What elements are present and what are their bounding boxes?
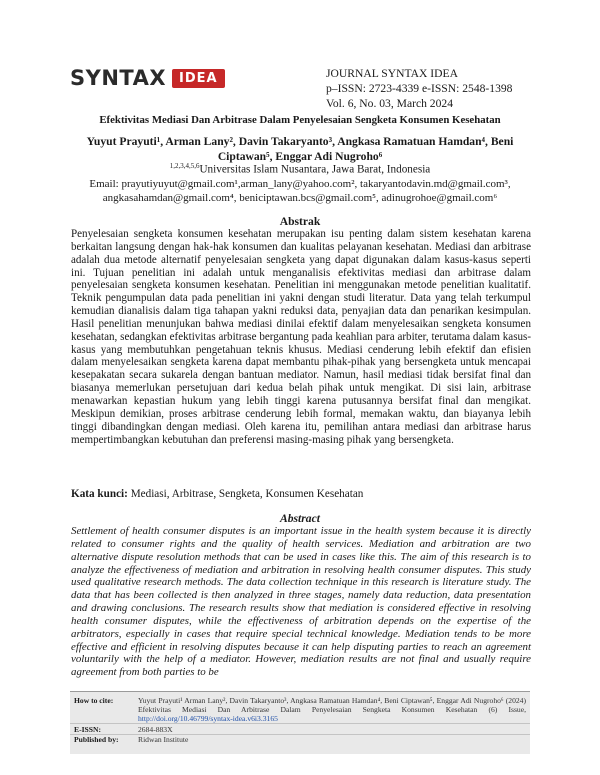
logo-badge: IDEA <box>172 69 225 88</box>
abstrak-body: Penyelesaian sengketa konsumen kesehatan merupakan isu penting dalam sistem kesehatan karena berkaitan langsung dengan hak-hak konsumen dan kualitas pelayanan kesehatan. Mediasi dan arbitrase adalah dua metode alternatif penyelesaian sengketa yang dapat digunakan dalam kasus-kasus seperti ini. Tujuan penelitian ini adalah untuk menganalisis efektivitas mediasi dan arbitrase dalam penyelesaian sengketa konsumen kesehatan. Penelitian ini menggunakan metode penelitian kualitatif. Teknik pengumpulan data pada penelitian ini yakni dengan studi literatur. Data yang telah terkumpul kemudian dianalisis dalam tiga tahapan yakni reduksi data, penyajian data dan penarikan kesimpulan. Hasil penelitian menunjukan bahwa mediasi dinilai efektif dalam menyelesaikan sengketa konsumen kesehatan, sedangkan efektivitas arbitrase bergantung pada keahlian para arbiter, terutama dalam kasus-kasus yang membutuhkan pengetahuan teknis khusus. Mediasi cenderung lebih efektif dan efisien dalam menyelesaikan sengketa karena dapat membantu pihak-pihak yang bersengketa untuk mencapai kesepakatan secara sukarela dengan bantuan mediator. Namun, hasil mediasi tidak bersifat final dan biasanya memerlukan persetujuan dari kedua belah pihak untuk mengikat. Di sisi lain, arbitrase menawarkan kepastian hukum yang lebih tinggi karena putusannya bersifat final dan mengikat. Meskipun demikian, proses arbitrase cenderung lebih formal, memakan waktu, dan biayanya lebih tinggi dibandingkan dengan mediasi. Oleh karena itu, pemilihan antara mediasi dan arbitrase harus mempertimbangkan kebutuhan dan preferensi masing-masing pihak yang bersengketa. <box>71 228 531 446</box>
journal-logo <box>70 66 225 90</box>
affiliation-markers: 1,2,3,4,5,6 <box>169 162 200 170</box>
how-to-cite-label: How to cite: <box>74 696 114 705</box>
how-to-cite-value <box>138 696 526 724</box>
journal-name: JOURNAL SYNTAX IDEA <box>326 67 458 80</box>
doi-link[interactable]: http://doi.org/10.46799/syntax-idea.v6i3.3165 <box>138 714 278 724</box>
abstract-heading: Abstract <box>280 512 320 525</box>
published-label: Published by: <box>74 735 119 744</box>
abstract-body: Settlement of health consumer disputes is an important issue in the health system because it is directly related to consumer rights and the quality of health services. Mediation and arbitration are two alternative dispute resolution methods that can be used in cases like this. The aim of this research is to analyze the effectiveness of mediation and arbitration in resolving health consumer disputes. This study used qualitative research methods. The data collection technique in this research is literature study. The data that has been collected is then analyzed in three stages, namely data reduction, data presentation and drawing conclusions. The research results show that mediation is considered effective in resolving health consumer disputes, while the effectiveness of arbitration depends on the expertise of the arbitrators, especially in cases that require special technical knowledge. Mediation tends to be more effective and efficient in resolving disputes because it can help disputing parties to reach an agreement voluntarily with the help of a mediator. However, mediation results are not final and usually require agreement from both parties to be <box>71 525 531 679</box>
affiliation-text: Universitas Islam Nusantara, Jawa Barat, Indonesia <box>199 163 431 176</box>
eissn-row <box>70 725 530 734</box>
logo-wordmark: SYNTAX <box>70 66 167 90</box>
authors-line-1: Yuyut Prayuti¹, Arman Lany², Davin Takaryanto³, Angkasa Ramatuan Hamdan⁴, Beni <box>86 135 514 148</box>
affiliation <box>60 162 540 176</box>
published-row <box>70 735 530 744</box>
article-title: Efektivitas Mediasi Dan Arbitrase Dalam Penyelesaian Sengketa Konsumen Kesehatan <box>99 114 501 126</box>
eissn-label: E-ISSN: <box>74 725 102 734</box>
publisher-link[interactable]: Ridwan Institute <box>138 735 189 744</box>
keywords-value: Mediasi, Arbitrase, Sengketa, Konsumen Kesehatan <box>130 488 364 500</box>
author-list <box>60 134 540 164</box>
citation-box <box>70 691 530 754</box>
keywords <box>71 488 363 500</box>
citation-text: Yuyut Prayuti¹ Arman Lany², Davin Takaryanto³, Angkasa Ramatuan Hamdan⁴, Beni Ciptawan⁵, Enggar Adi Nugroho⁶ (2024) Efektivitas Mediasi Dan Arbitrase Dalam Penyelesaian Sengketa Konsumen Kesehatan (6) Issue, <box>138 696 526 715</box>
keywords-label: Kata kunci: <box>71 488 128 500</box>
authors-line-2: Ciptawan⁵, Enggar Adi Nugroho⁶ <box>217 150 383 163</box>
journal-volume: Vol. 6, No. 03, March 2024 <box>326 97 453 110</box>
journal-issn: p–ISSN: 2723-4339 e-ISSN: 2548-1398 <box>326 82 513 95</box>
abstrak-heading: Abstrak <box>279 215 321 228</box>
email-line-1: Email: prayutiyuyut@gmail.com¹,arman_lany@yahoo.com², takaryantodavin.md@gmail.com³, <box>89 178 511 190</box>
eissn-value[interactable]: 2684-883X <box>138 725 173 734</box>
email-line-2: angkasahamdan@gmail.com⁴, beniciptawan.bcs@gmail.com⁵, adinugrohoe@gmail.com⁶ <box>102 192 498 204</box>
author-emails <box>70 177 530 205</box>
how-to-cite-row <box>70 696 530 724</box>
journal-info <box>326 66 512 111</box>
divider <box>70 723 530 724</box>
